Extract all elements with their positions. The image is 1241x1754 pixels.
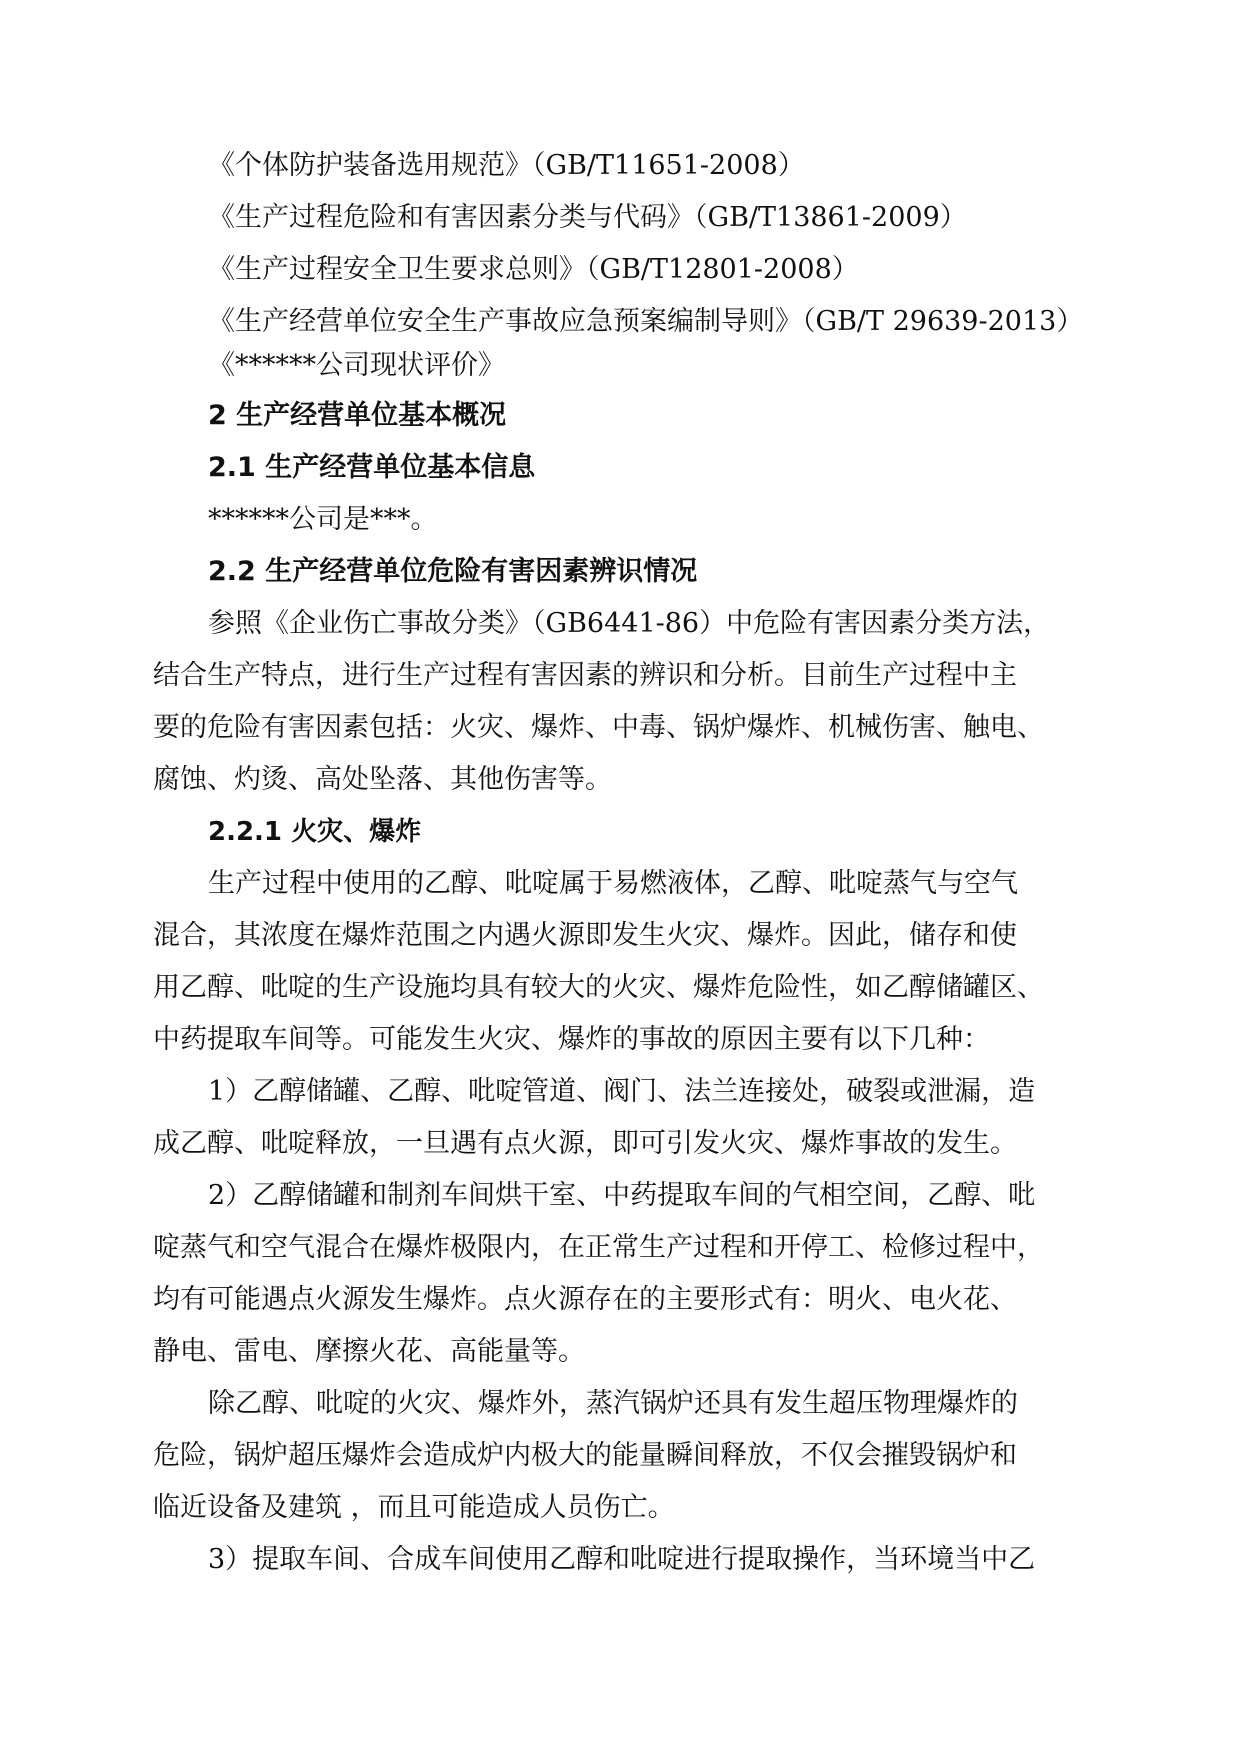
paragraph-line: 结合生产特点，进行生产过程有害因素的辨识和分析。目前生产过程中主 — [153, 660, 1017, 691]
list-item-line: 成乙醇、吡啶释放，一旦遇有点火源，即可引发火灾、爆炸事故的发生。 — [153, 1128, 1017, 1159]
list-item-line: 啶蒸气和空气混合在爆炸极限内，在正常生产过程和开停工、检修过程中， — [153, 1232, 1044, 1263]
subsection-heading: 2.1 生产经营单位基本信息 — [208, 452, 536, 483]
reference-item: 《生产经营单位安全生产事故应急预案编制导则》（GB/T 29639-2013） — [208, 306, 1084, 337]
reference-item: 《生产过程危险和有害因素分类与代码》（GB/T13861-2009） — [208, 202, 967, 233]
paragraph-line: 要的危险有害因素包括：火灾、爆炸、中毒、锅炉爆炸、机械伤害、触电、 — [153, 712, 1044, 743]
paragraph-line: 参照《企业伤亡事故分类》（GB6441-86）中危险有害因素分类方法， — [208, 608, 1051, 639]
paragraph-line: 危险，锅炉超压爆炸会造成炉内极大的能量瞬间释放，不仅会摧毁锅炉和 — [153, 1440, 1017, 1471]
subsection-heading: 2.2 生产经营单位危险有害因素辨识情况 — [208, 556, 698, 587]
reference-item: 《******公司现状评价》 — [208, 350, 505, 381]
paragraph-line: 混合，其浓度在爆炸范围之内遇火源即发生火灾、爆炸。因此，储存和使 — [153, 920, 1017, 951]
paragraph-line: 腐蚀、灼烫、高处坠落、其他伤害等。 — [153, 764, 612, 795]
section-heading: 2 生产经营单位基本概况 — [208, 400, 507, 431]
reference-item: 《生产过程安全卫生要求总则》（GB/T12801-2008） — [208, 254, 859, 285]
list-item-line: 1）乙醇储罐、乙醇、吡啶管道、阀门、法兰连接处，破裂或泄漏，造 — [208, 1076, 1036, 1107]
paragraph-line: 用乙醇、吡啶的生产设施均具有较大的火灾、爆炸危险性，如乙醇储罐区、 — [153, 972, 1044, 1003]
paragraph-line: 除乙醇、吡啶的火灾、爆炸外，蒸汽锅炉还具有发生超压物理爆炸的 — [208, 1388, 1018, 1419]
list-item-line: 静电、雷电、摩擦火花、高能量等。 — [153, 1336, 585, 1367]
reference-item: 《个体防护装备选用规范》（GB/T11651-2008） — [208, 150, 805, 181]
list-item-line: 2）乙醇储罐和制剂车间烘干室、中药提取车间的气相空间，乙醇、吡 — [208, 1180, 1036, 1211]
list-item-line: 3）提取车间、合成车间使用乙醇和吡啶进行提取操作，当环境当中乙 — [208, 1544, 1036, 1575]
subsection-heading: 2.2.1 火灾、爆炸 — [208, 817, 422, 847]
paragraph-line: 生产过程中使用的乙醇、吡啶属于易燃液体，乙醇、吡啶蒸气与空气 — [208, 868, 1018, 899]
paragraph-line: 中药提取车间等。可能发生火灾、爆炸的事故的原因主要有以下几种： — [153, 1024, 990, 1055]
paragraph-line: ******公司是***。 — [208, 504, 438, 535]
paragraph-line: 临近设备及建筑 ，而且可能造成人员伤亡。 — [153, 1492, 675, 1523]
list-item-line: 均有可能遇点火源发生爆炸。点火源存在的主要形式有：明火、电火花、 — [153, 1284, 1017, 1315]
